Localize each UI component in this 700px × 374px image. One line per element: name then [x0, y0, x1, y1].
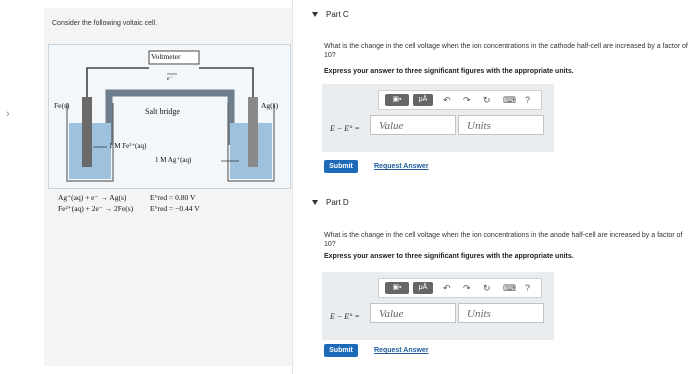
part-c-instruction: Express your answer to three significant figures with the appropriate units.	[324, 68, 574, 75]
reaction-row	[58, 203, 200, 214]
part-d-equation-label: E − E° =	[330, 312, 360, 321]
salt-bridge-tube	[109, 93, 231, 145]
templates-icon: ▣▪	[392, 284, 402, 291]
electron-label: e⁻	[167, 76, 173, 82]
silver-electrode	[248, 97, 258, 167]
reset-icon[interactable]: ↻	[483, 283, 491, 293]
left-electrode-label: Fe(s)	[54, 101, 70, 110]
voltaic-cell-drawing	[49, 45, 290, 188]
reaction-potential: E°red = 0.80 V	[150, 193, 196, 202]
fe-solution-label: 1 M Fe²⁺(aq)	[109, 142, 147, 150]
ag-solution-label: 1 M Ag⁺(aq)	[155, 156, 192, 164]
keyboard-icon[interactable]: ⌨	[503, 283, 516, 293]
redo-icon[interactable]: ↷	[463, 95, 471, 105]
right-electrode-label: Ag(s)	[261, 101, 279, 110]
problem-intro: Consider the following voltaic cell.	[52, 20, 158, 27]
salt-bridge-label: Salt bridge	[145, 107, 180, 116]
part-c-submit-button[interactable]: Submit	[324, 160, 358, 173]
part-d-math-toolbar	[378, 278, 542, 298]
symbols-button[interactable]: μÅ	[413, 94, 433, 106]
problem-panel	[44, 8, 292, 366]
undo-icon[interactable]: ↶	[443, 95, 451, 105]
part-c-header[interactable]	[312, 10, 349, 19]
part-d-instruction: Express your answer to three significant figures with the appropriate units.	[324, 253, 574, 260]
reaction-row	[58, 192, 196, 203]
part-c-value-input[interactable]: Value	[370, 115, 456, 135]
templates-button[interactable]	[385, 94, 409, 106]
part-c-question: What is the change in the cell voltage when the ion concentrations in the cathode half-cell are increased by a factor of 10?	[324, 43, 688, 59]
part-c-math-toolbar	[378, 90, 542, 110]
panel-divider	[292, 0, 293, 374]
reaction-equation: Ag⁺(aq) + e⁻ → Ag(s)	[58, 193, 127, 202]
collapse-triangle-icon[interactable]	[312, 200, 318, 205]
part-d-answer-area	[322, 272, 554, 340]
templates-icon: ▣▪	[392, 96, 402, 103]
part-c-equation-label: E − E° =	[330, 124, 360, 133]
collapse-triangle-icon[interactable]	[312, 12, 318, 17]
part-d-value-input[interactable]: Value	[370, 303, 456, 323]
reaction-equation: Fe²⁺(aq) + 2e⁻ → 2Fe(s)	[58, 204, 134, 213]
part-d-request-answer-link[interactable]: Request Answer	[374, 347, 429, 354]
symbols-button[interactable]: μÅ	[413, 282, 433, 294]
part-d-submit-button[interactable]: Submit	[324, 344, 358, 357]
reaction-potential: E°red = −0.44 V	[150, 204, 200, 213]
undo-icon[interactable]: ↶	[443, 283, 451, 293]
part-c-units-input[interactable]: Units	[458, 115, 544, 135]
half-reactions	[58, 192, 200, 214]
keyboard-icon[interactable]: ⌨	[503, 95, 516, 105]
redo-icon[interactable]: ↷	[463, 283, 471, 293]
part-c-title: Part C	[326, 10, 349, 19]
iron-electrode	[82, 97, 92, 167]
voltmeter-label: Voltmeter	[151, 52, 181, 61]
part-d-title: Part D	[326, 198, 349, 207]
help-icon[interactable]: ?	[525, 95, 531, 105]
part-c-request-answer-link[interactable]: Request Answer	[374, 163, 429, 170]
part-d-question: What is the change in the cell voltage when the ion concentrations in the anode half-cell are increased by a factor of 10?	[324, 232, 683, 248]
help-icon[interactable]: ?	[525, 283, 531, 293]
part-d-header[interactable]	[312, 198, 349, 207]
part-d-units-input[interactable]: Units	[458, 303, 544, 323]
templates-button[interactable]	[385, 282, 409, 294]
collapse-chevron-icon[interactable]: ›	[6, 108, 10, 120]
part-c-answer-area	[322, 84, 554, 152]
reset-icon[interactable]: ↻	[483, 95, 491, 105]
voltaic-cell-diagram	[48, 44, 291, 189]
